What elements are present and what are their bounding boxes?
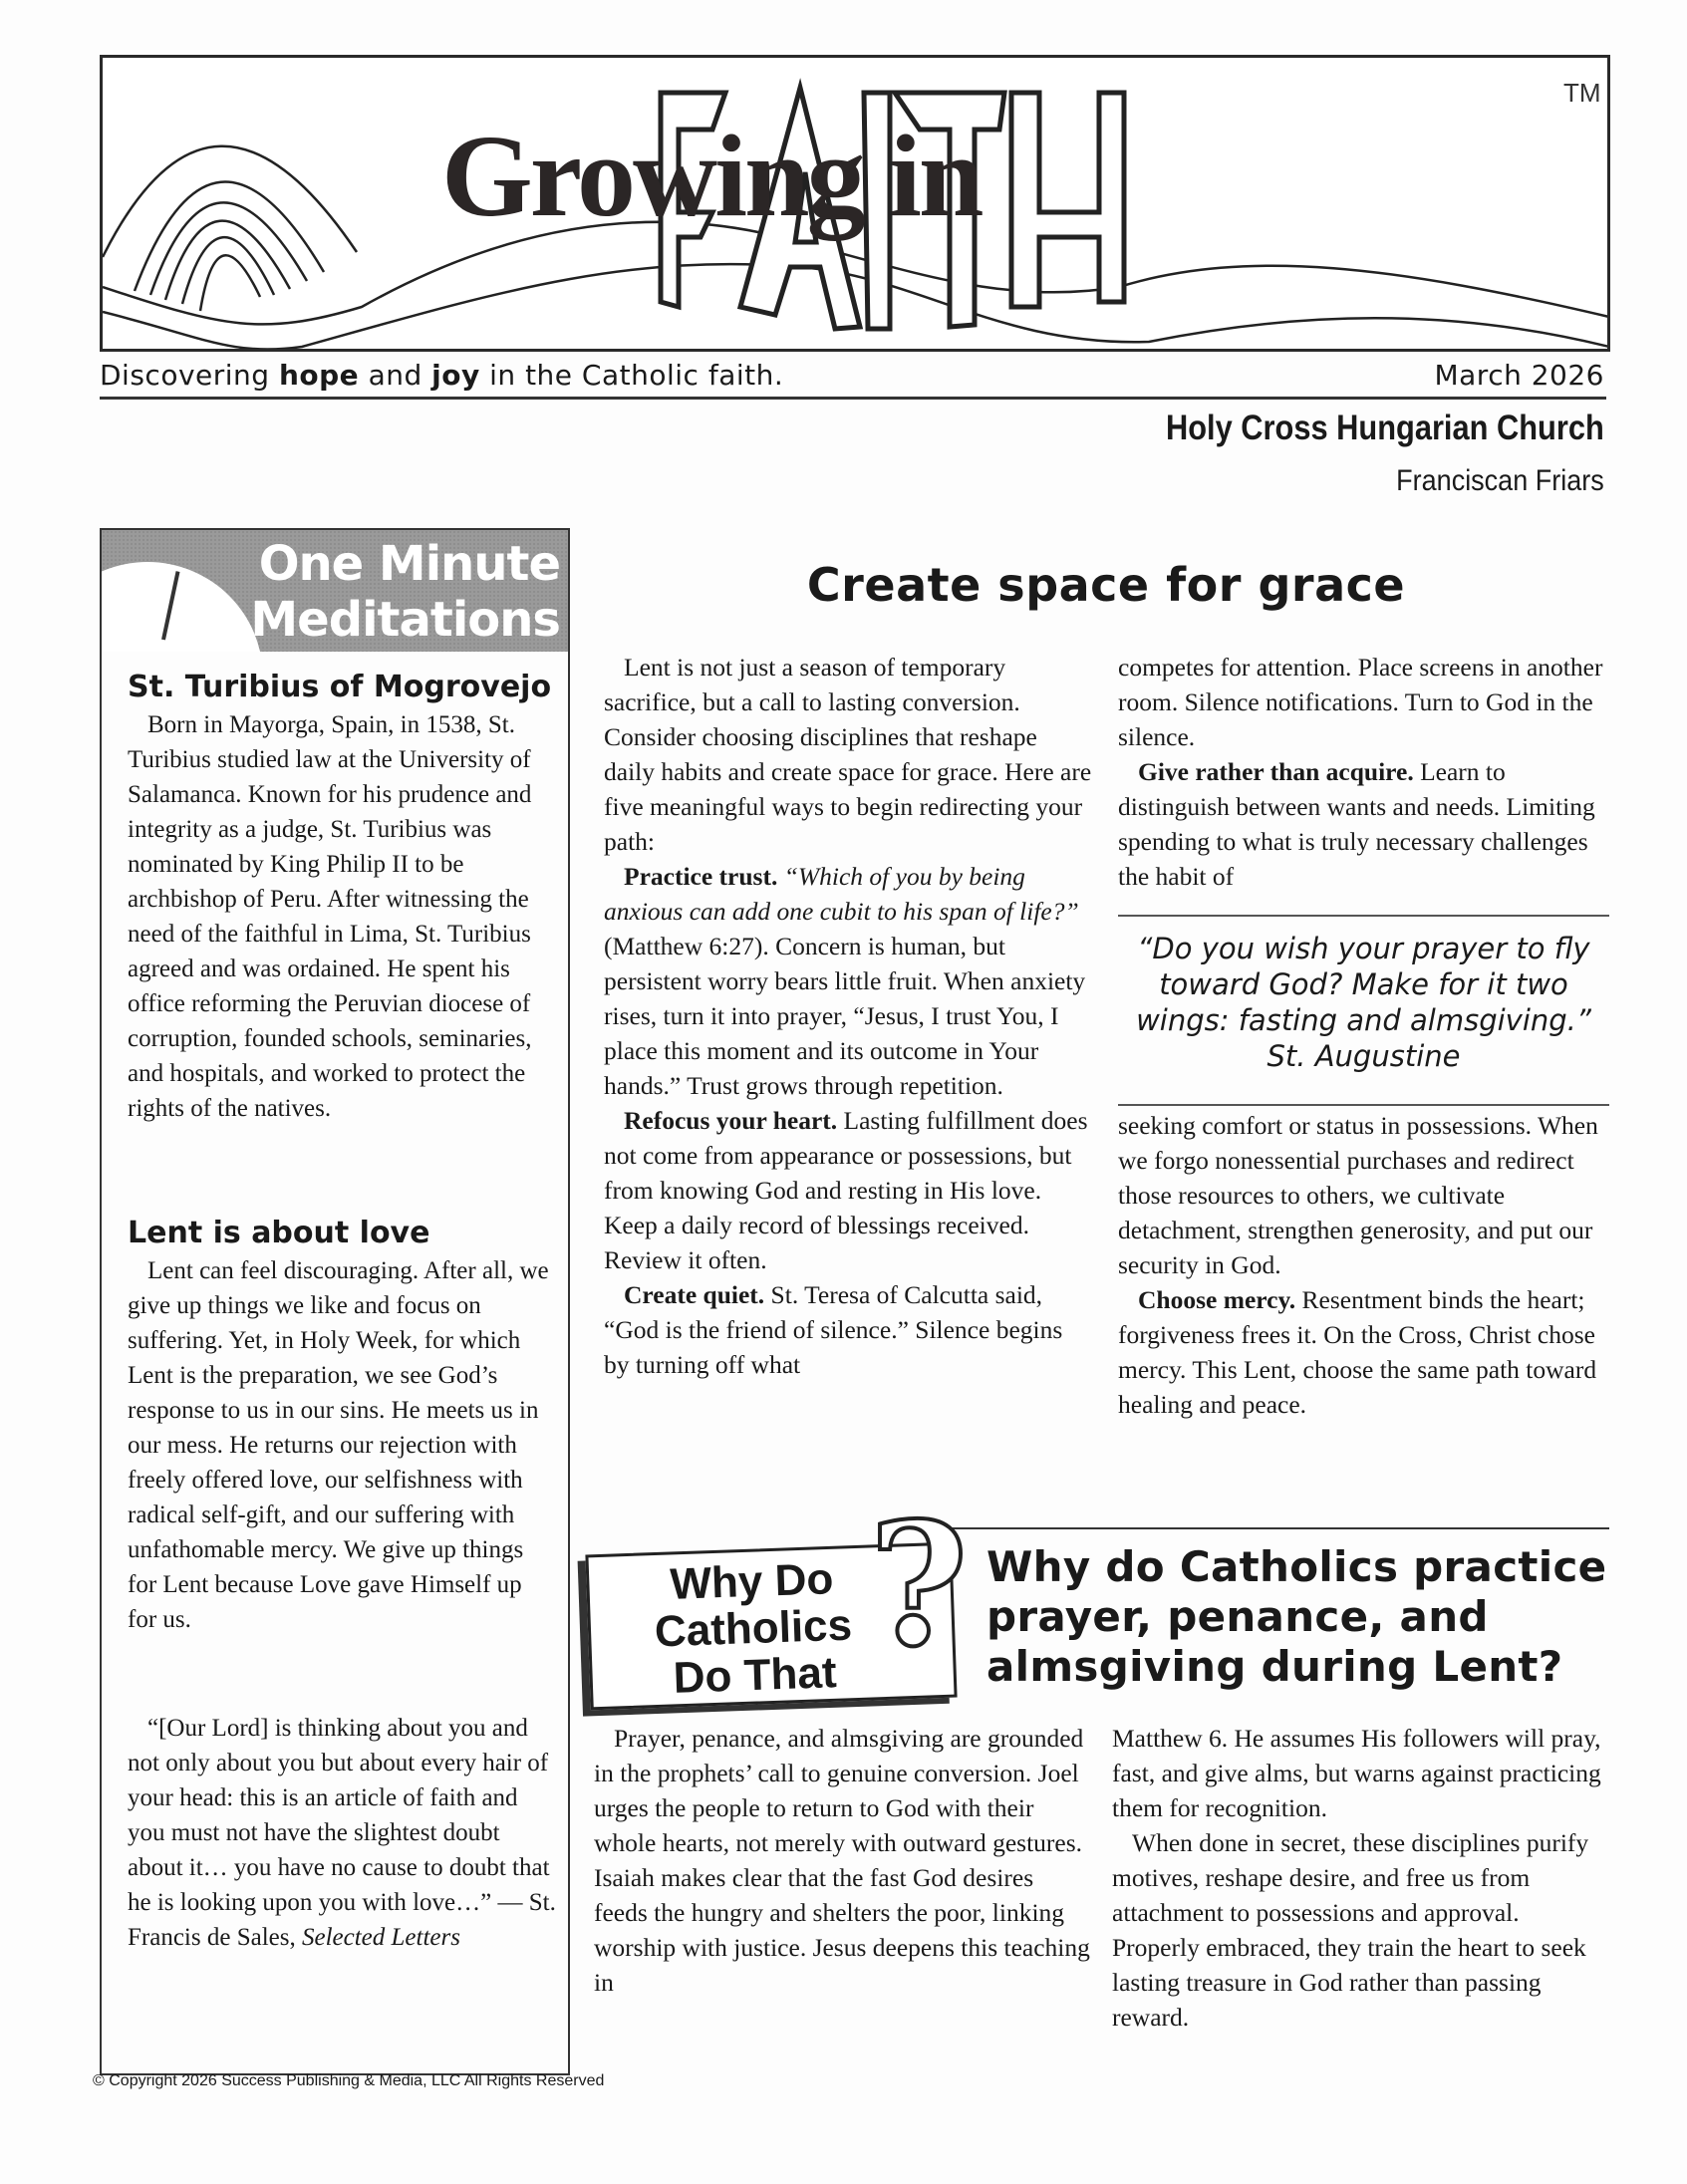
copyright-notice: © Copyright 2026 Success Publishing & Media, LLC All Rights Reserved [93, 2072, 605, 2089]
pull-quote-attribution: St. Augustine [1266, 1039, 1461, 1073]
article-item: Refocus your heart. Lasting fulfillment does not come from appearance or possessions, but from knowing God and resting in His love. Keep a daily record of blessings received. Review it often. [604, 1106, 1088, 1274]
sidebar-header [102, 530, 568, 652]
article-body: Matthew 6. He assumes His followers will pray, fast, and give alms, but warns against practicing them for recognition. [1112, 1724, 1601, 1822]
masthead-title-growing: Growing in [441, 111, 982, 241]
pull-quote [1118, 915, 1609, 1106]
article-headline: Why do Catholics practice prayer, penance, and almsgiving during Lent? [986, 1542, 1607, 1691]
section-body: Lent can feel discouraging. After all, we give up things we like and focus on suffering. Yet, in Holy Week, for which Lent is the preparation, we see God’s response to us in our sins. He meets us in our mess. He returns our rejection with freely offered love, our selfishness with radical self-gift, and our suffering with unfathomable mercy. We give up things for Lent because Love gave Himself up for us. [128, 1257, 549, 1633]
tagline-hope: hope [278, 359, 360, 392]
clock-icon [102, 562, 263, 652]
sidebar-quote: “[Our Lord] is thinking about you and not only about you but about every hair of your head: this is an article of faith and you must not have the slightest doubt about it… you have no cause to doubt that he is looking upon you with love…” — St. Francis de Sales, Selected Letters [128, 1715, 556, 1951]
issue-date: March 2026 [1434, 359, 1604, 392]
section-rule [952, 1527, 1609, 1529]
sidebar-title: One Minute Meditations [250, 536, 560, 648]
article-item: Practice trust. “Which of you by being anxious can add one cubit to his span of life?” (Matthew 6:27). Concern is human, but persistent worry bears little fruit. When anxiety rises, turn it into prayer, “Jesus, I trust You, I place this moment and its outcome in Your hands.” Trust grows through repetition. [604, 862, 1086, 1100]
question-mark-icon: ? [869, 1486, 969, 1685]
article-intro: Lent is not just a season of temporary sacrifice, but a call to lasting conversion. Consider choosing disciplines that reshape daily habits and create space for grace. Here are five meaningful ways to begin redirecting your path: [604, 653, 1092, 856]
header-rule [100, 397, 1606, 400]
section-heading: St. Turibius of Mogrovejo [128, 670, 552, 704]
masthead-logo [100, 55, 1610, 352]
article-column-2 [1118, 650, 1611, 894]
section-body: Born in Mayorga, Spain, in 1538, St. Turibius studied law at the University of Salamanca. Known for his prudence and integrity as a judge, St. Turibius was nominated by King Philip II to be archbishop of Peru. After witnessing the need of the faithful in Lima, St. Turibius agreed and was ordained. He spent his office reforming the Peruvian diocese of corruption, founded schools, seminaries, and hospitals, and worked to protect the rights of the natives. [128, 711, 532, 1122]
pull-quote-text: “Do you wish your prayer to fly toward God? Make for it two wings: fasting and almsgiving.” [1136, 932, 1591, 1037]
article2-column-2 [1112, 1721, 1610, 2035]
article-continued: competes for attention. Place screens in another room. Silence notifications. Turn to God in the silence. [1118, 653, 1603, 751]
clock-hand [161, 571, 179, 640]
article-body: When done in secret, these disciplines purify motives, reshape desire, and free us from attachment to possessions and approval. Properly embraced, they train the heart to seek lasting treasure in God rather than passing reward. [1112, 1828, 1589, 2032]
article2-column-1 [594, 1721, 1092, 2000]
one-minute-meditations-box [100, 528, 570, 2075]
article-column-1 [604, 650, 1094, 1382]
section-heading: Lent is about love [128, 1216, 430, 1250]
article-item: Choose mercy. Resentment binds the heart; forgiveness frees it. On the Cross, Christ chose mercy. This Lent, choose the same path toward healing and peace. [1118, 1285, 1597, 1419]
parish-name: Holy Cross Hungarian Church [1166, 409, 1604, 447]
tagline-joy: joy [431, 359, 480, 392]
article-item: Give rather than acquire. Learn to distinguish between wants and needs. Limiting spending to what is truly necessary challenges the habit of [1118, 757, 1595, 891]
article-column-2-continued [1118, 1108, 1611, 1422]
why-do-catholics-badge: Why Do Catholics Do That ? [580, 1540, 964, 1710]
trademark-symbol: TM [1563, 78, 1601, 108]
article-body: Prayer, penance, and almsgiving are grounded in the prophets’ call to genuine conversion. Joel urges the people to return to God with their whole hearts, not merely with outward gestures. Isaiah makes clear that the fast God desires feeds the hungry and shelters the poor, linking worship with justice. Jesus deepens this teaching in [594, 1724, 1090, 1997]
article-continued: seeking comfort or status in possessions. When we forgo nonessential purchases and redirect those resources to others, we cultivate detachment, strengthen generosity, and put our security in God. [1118, 1111, 1598, 1279]
tagline: Discovering hope and joy in the Catholic faith. [100, 359, 784, 392]
article-headline: Create space for grace [806, 558, 1406, 612]
parish-order: Franciscan Friars [1396, 464, 1604, 497]
article-item: Create quiet. St. Teresa of Calcutta said, “God is the friend of silence.” Silence begins by turning off what [604, 1280, 1063, 1379]
